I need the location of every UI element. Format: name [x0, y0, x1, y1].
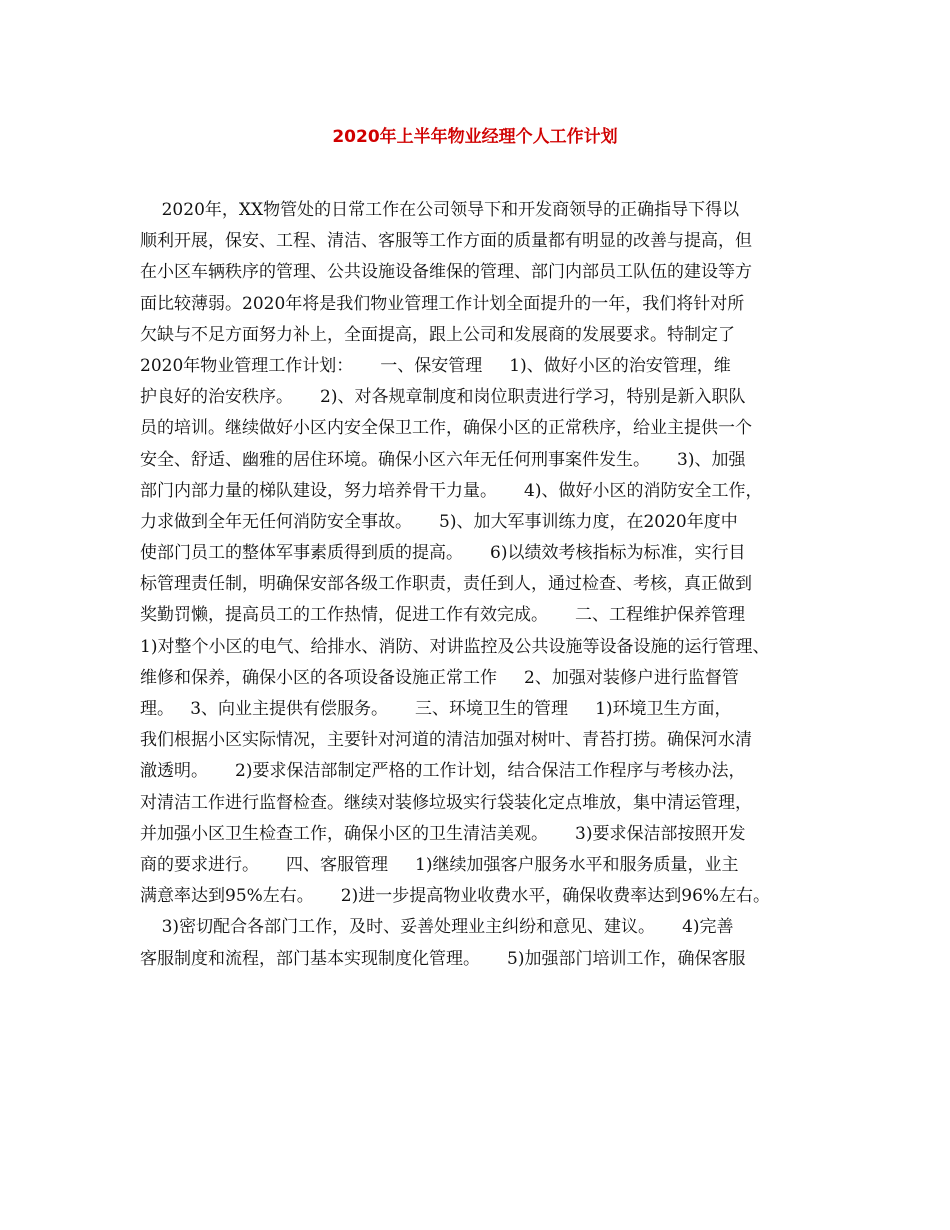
body-line-8: 员的培训。继续做好小区内安全保卫工作，确保小区的正常秩序，给业主提供一个: [140, 418, 752, 439]
body-line-2: 顺利开展，保安、工程、清洁、客服等工作方面的质量都有明显的改善与提高，但: [140, 231, 752, 252]
body-line-7: 护良好的治安秩序。 2)、对各规章制度和岗位职责进行学习，特别是新入职队: [140, 387, 746, 408]
body-line-18: 我们根据小区实际情况，主要针对河道的清洁加强对树叶、青苔打捞。确保河水清: [140, 730, 752, 751]
body-line-24: 3)密切配合各部门工作，及时、妥善处理业主纠纷和意见、建议。 4)完善: [140, 917, 734, 938]
body-line-15: 1)对整个小区的电气、给排水、消防、对讲监控及公共设施等设备设施的运行管理、: [140, 636, 770, 657]
body-line-22: 商的要求进行。 四、客服管理 1)继续加强客户服务水平和服务质量，业主: [140, 854, 739, 875]
body-line-17: 理。 3、向业主提供有偿服务。 三、环境卫生的管理 1)环境卫生方面，: [140, 699, 732, 719]
body-line-12: 使部门员工的整体军事素质得到质的提高。 6)以绩效考核指标为标准，实行目: [140, 543, 746, 564]
body-line-10: 部门内部力量的梯队建设，努力培养骨干力量。 4)、做好小区的消防安全工作，: [140, 480, 763, 501]
body-line-25: 客服制度和流程，部门基本实现制度化管理。 5)加强部门培训工作，确保客服: [140, 948, 746, 969]
body-line-16: 维修和保养，确保小区的各项设备设施正常工作 2、加强对装修户进行监督管: [140, 667, 739, 688]
body-line-4: 面比较薄弱。2020年将是我们物业管理工作计划全面提升的一年，我们将针对所: [140, 293, 745, 314]
body-line-3: 在小区车辆秩序的管理、公共设施设备维保的管理、部门内部员工队伍的建设等方: [140, 262, 752, 283]
body-line-6: 2020年物业管理工作计划： 一、保安管理 1)、做好小区的治安管理，维: [140, 355, 731, 376]
document-body: [140, 195, 830, 975]
body-line-5: 欠缺与不足方面努力补上，全面提高，跟上公司和发展商的发展要求。特制定了: [140, 324, 735, 345]
body-line-21: 并加强小区卫生检查工作，确保小区的卫生清洁美观。 3)要求保洁部按照开发: [140, 823, 746, 844]
body-line-23: 满意率达到95%左右。 2)进一步提高物业收费水平，确保收费率达到96%左右。: [140, 886, 771, 907]
body-line-1: 2020年，XX物管处的日常工作在公司领导下和开发商领导的正确指导下得以: [140, 200, 740, 220]
body-line-19: 澈透明。 2)要求保洁部制定严格的工作计划，结合保洁工作程序与考核办法，: [140, 761, 746, 782]
body-line-13: 标管理责任制，明确保安部各级工作职责，责任到人，通过检查、考核，真正做到: [140, 574, 752, 595]
body-line-14: 奖勤罚懒，提高员工的工作热情，促进工作有效完成。 二、工程维护保养管理: [140, 605, 746, 626]
body-line-20: 对清洁工作进行监督检查。继续对装修垃圾实行袋装化定点堆放，集中清运管理，: [140, 792, 752, 813]
body-line-9: 安全、舒适、幽雅的居住环境。确保小区六年无任何刑事案件发生。 3)、加强: [140, 449, 746, 470]
body-line-11: 力求做到全年无任何消防安全事故。 5)、加大军事训练力度，在2020年度中: [140, 511, 738, 532]
document-title: 2020年上半年物业经理个人工作计划: [332, 127, 618, 147]
